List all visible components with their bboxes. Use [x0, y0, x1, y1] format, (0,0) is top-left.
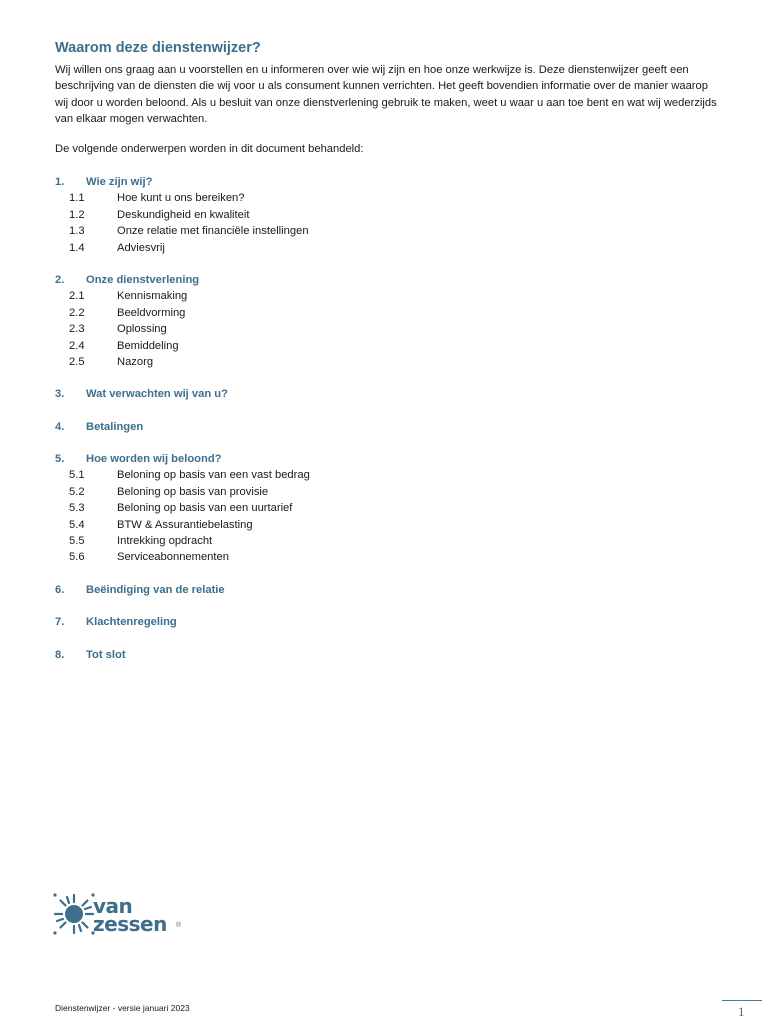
subsection-title: Bemiddeling	[117, 339, 179, 352]
subsection-title: Beloning op basis van provisie	[117, 485, 269, 498]
subsection-title: Intrekking opdracht	[117, 535, 213, 548]
subsection-number: 5.3	[69, 502, 85, 515]
toc-subsection	[55, 305, 695, 321]
subsection-number: 2.3	[69, 323, 85, 336]
section-number: 2.	[55, 273, 65, 286]
toc-section-heading	[55, 272, 695, 288]
toc-section	[55, 582, 695, 598]
toc-section-heading	[55, 614, 695, 630]
page-title: Waarom deze dienstenwijzer?	[55, 40, 261, 56]
toc-subsection	[55, 467, 695, 483]
toc-subsection	[55, 517, 695, 533]
section-number: 4.	[55, 420, 65, 433]
subsection-title: Beloning op basis van een uurtarief	[117, 502, 293, 515]
subsection-number: 5.6	[69, 551, 85, 564]
subsection-number: 5.2	[69, 485, 85, 498]
intro-paragraph: Wij willen ons graag aan u voorstellen en u informeren over wie wij zijn en hoe onze werkwijze is. Deze dienstenwijzer geeft een beschrijving van de diensten die wij voor u als consument kunnen verrichten. Het geeft bovendien informatie over de manier waarop wij door u worden beloond. Als u besluit van onze dienstverlening gebruik te maken, weet u waar u aan toe bent en wat wij wederzijds van elkaar mogen verwachten.	[55, 64, 717, 125]
toc-subsection	[55, 223, 695, 239]
toc-subsection	[55, 321, 695, 337]
toc-section	[55, 272, 695, 370]
subsection-number: 1.1	[69, 192, 85, 205]
toc-subsection	[55, 207, 695, 223]
toc-subsection	[55, 500, 695, 516]
toc-subsection	[55, 533, 695, 549]
subsection-number: 2.5	[69, 355, 85, 368]
section-title: Hoe worden wij beloond?	[86, 453, 222, 466]
logo-word-zessen: zessen	[93, 912, 167, 936]
subsection-title: Onze relatie met financiële instellingen	[117, 225, 309, 238]
toc-section-heading	[55, 451, 695, 467]
subsection-number: 1.2	[69, 208, 85, 221]
page-number: 1	[738, 1004, 745, 1019]
subsection-title: Nazorg	[117, 355, 154, 368]
toc-section	[55, 614, 695, 630]
page-number-rule	[722, 1000, 762, 1001]
subsection-number: 1.4	[69, 241, 85, 254]
subsection-number: 5.1	[69, 469, 85, 482]
toc-section	[55, 451, 695, 566]
subsection-number: 2.1	[69, 290, 85, 303]
toc-section-heading	[55, 582, 695, 598]
subsection-title: Serviceabonnementen	[117, 551, 229, 564]
section-title: Wat verwachten wij van u?	[86, 388, 228, 401]
toc-subsection	[55, 484, 695, 500]
toc-section	[55, 419, 695, 435]
subsection-title: Beeldvorming	[117, 306, 186, 319]
section-title: Wie zijn wij?	[86, 176, 153, 188]
subsection-title: BTW & Assurantiebelasting	[117, 518, 253, 531]
toc-section	[55, 174, 695, 256]
section-number: 1.	[55, 176, 65, 188]
company-logo	[52, 892, 192, 936]
subsection-title: Oplossing	[117, 323, 167, 336]
section-title: Tot slot	[86, 648, 126, 661]
footer-text: Dienstenwijzer - versie januari 2023	[55, 1003, 190, 1013]
toc-section-heading	[55, 174, 695, 190]
section-number: 3.	[55, 388, 65, 401]
toc-lead: De volgende onderwerpen worden in dit document behandeld:	[55, 143, 364, 155]
subsection-title: Hoe kunt u ons bereiken?	[117, 192, 245, 205]
toc-subsection	[55, 288, 695, 304]
registered-mark: ®	[176, 922, 182, 929]
subsection-title: Beloning op basis van een vast bedrag	[117, 469, 310, 482]
toc-section-heading	[55, 386, 695, 402]
toc-subsection	[55, 549, 695, 565]
logo-word-van: van	[93, 894, 133, 918]
toc-subsection	[55, 190, 695, 206]
subsection-number: 2.2	[69, 306, 85, 319]
section-title: Klachtenregeling	[86, 616, 177, 629]
subsection-title: Adviesvrij	[117, 241, 165, 254]
subsection-number: 5.4	[69, 518, 85, 531]
toc-section-heading	[55, 419, 695, 435]
subsection-number: 2.4	[69, 339, 85, 352]
subsection-title: Deskundigheid en kwaliteit	[117, 208, 250, 221]
toc-subsection	[55, 354, 695, 370]
section-number: 8.	[55, 648, 65, 661]
subsection-number: 1.3	[69, 225, 85, 238]
section-number: 7.	[55, 616, 65, 629]
toc-subsection	[55, 338, 695, 354]
toc-section-heading	[55, 647, 695, 663]
toc-section	[55, 647, 695, 663]
section-number: 5.	[55, 453, 65, 466]
subsection-title: Kennismaking	[117, 290, 188, 303]
sun-logo-icon	[52, 892, 96, 936]
section-title: Onze dienstverlening	[86, 273, 200, 286]
section-title: Betalingen	[86, 420, 144, 433]
section-number: 6.	[55, 583, 65, 596]
toc-subsection	[55, 240, 695, 256]
subsection-number: 5.5	[69, 535, 85, 548]
section-title: Beëindiging van de relatie	[86, 583, 225, 596]
toc-section	[55, 386, 695, 402]
table-of-contents	[55, 174, 695, 679]
